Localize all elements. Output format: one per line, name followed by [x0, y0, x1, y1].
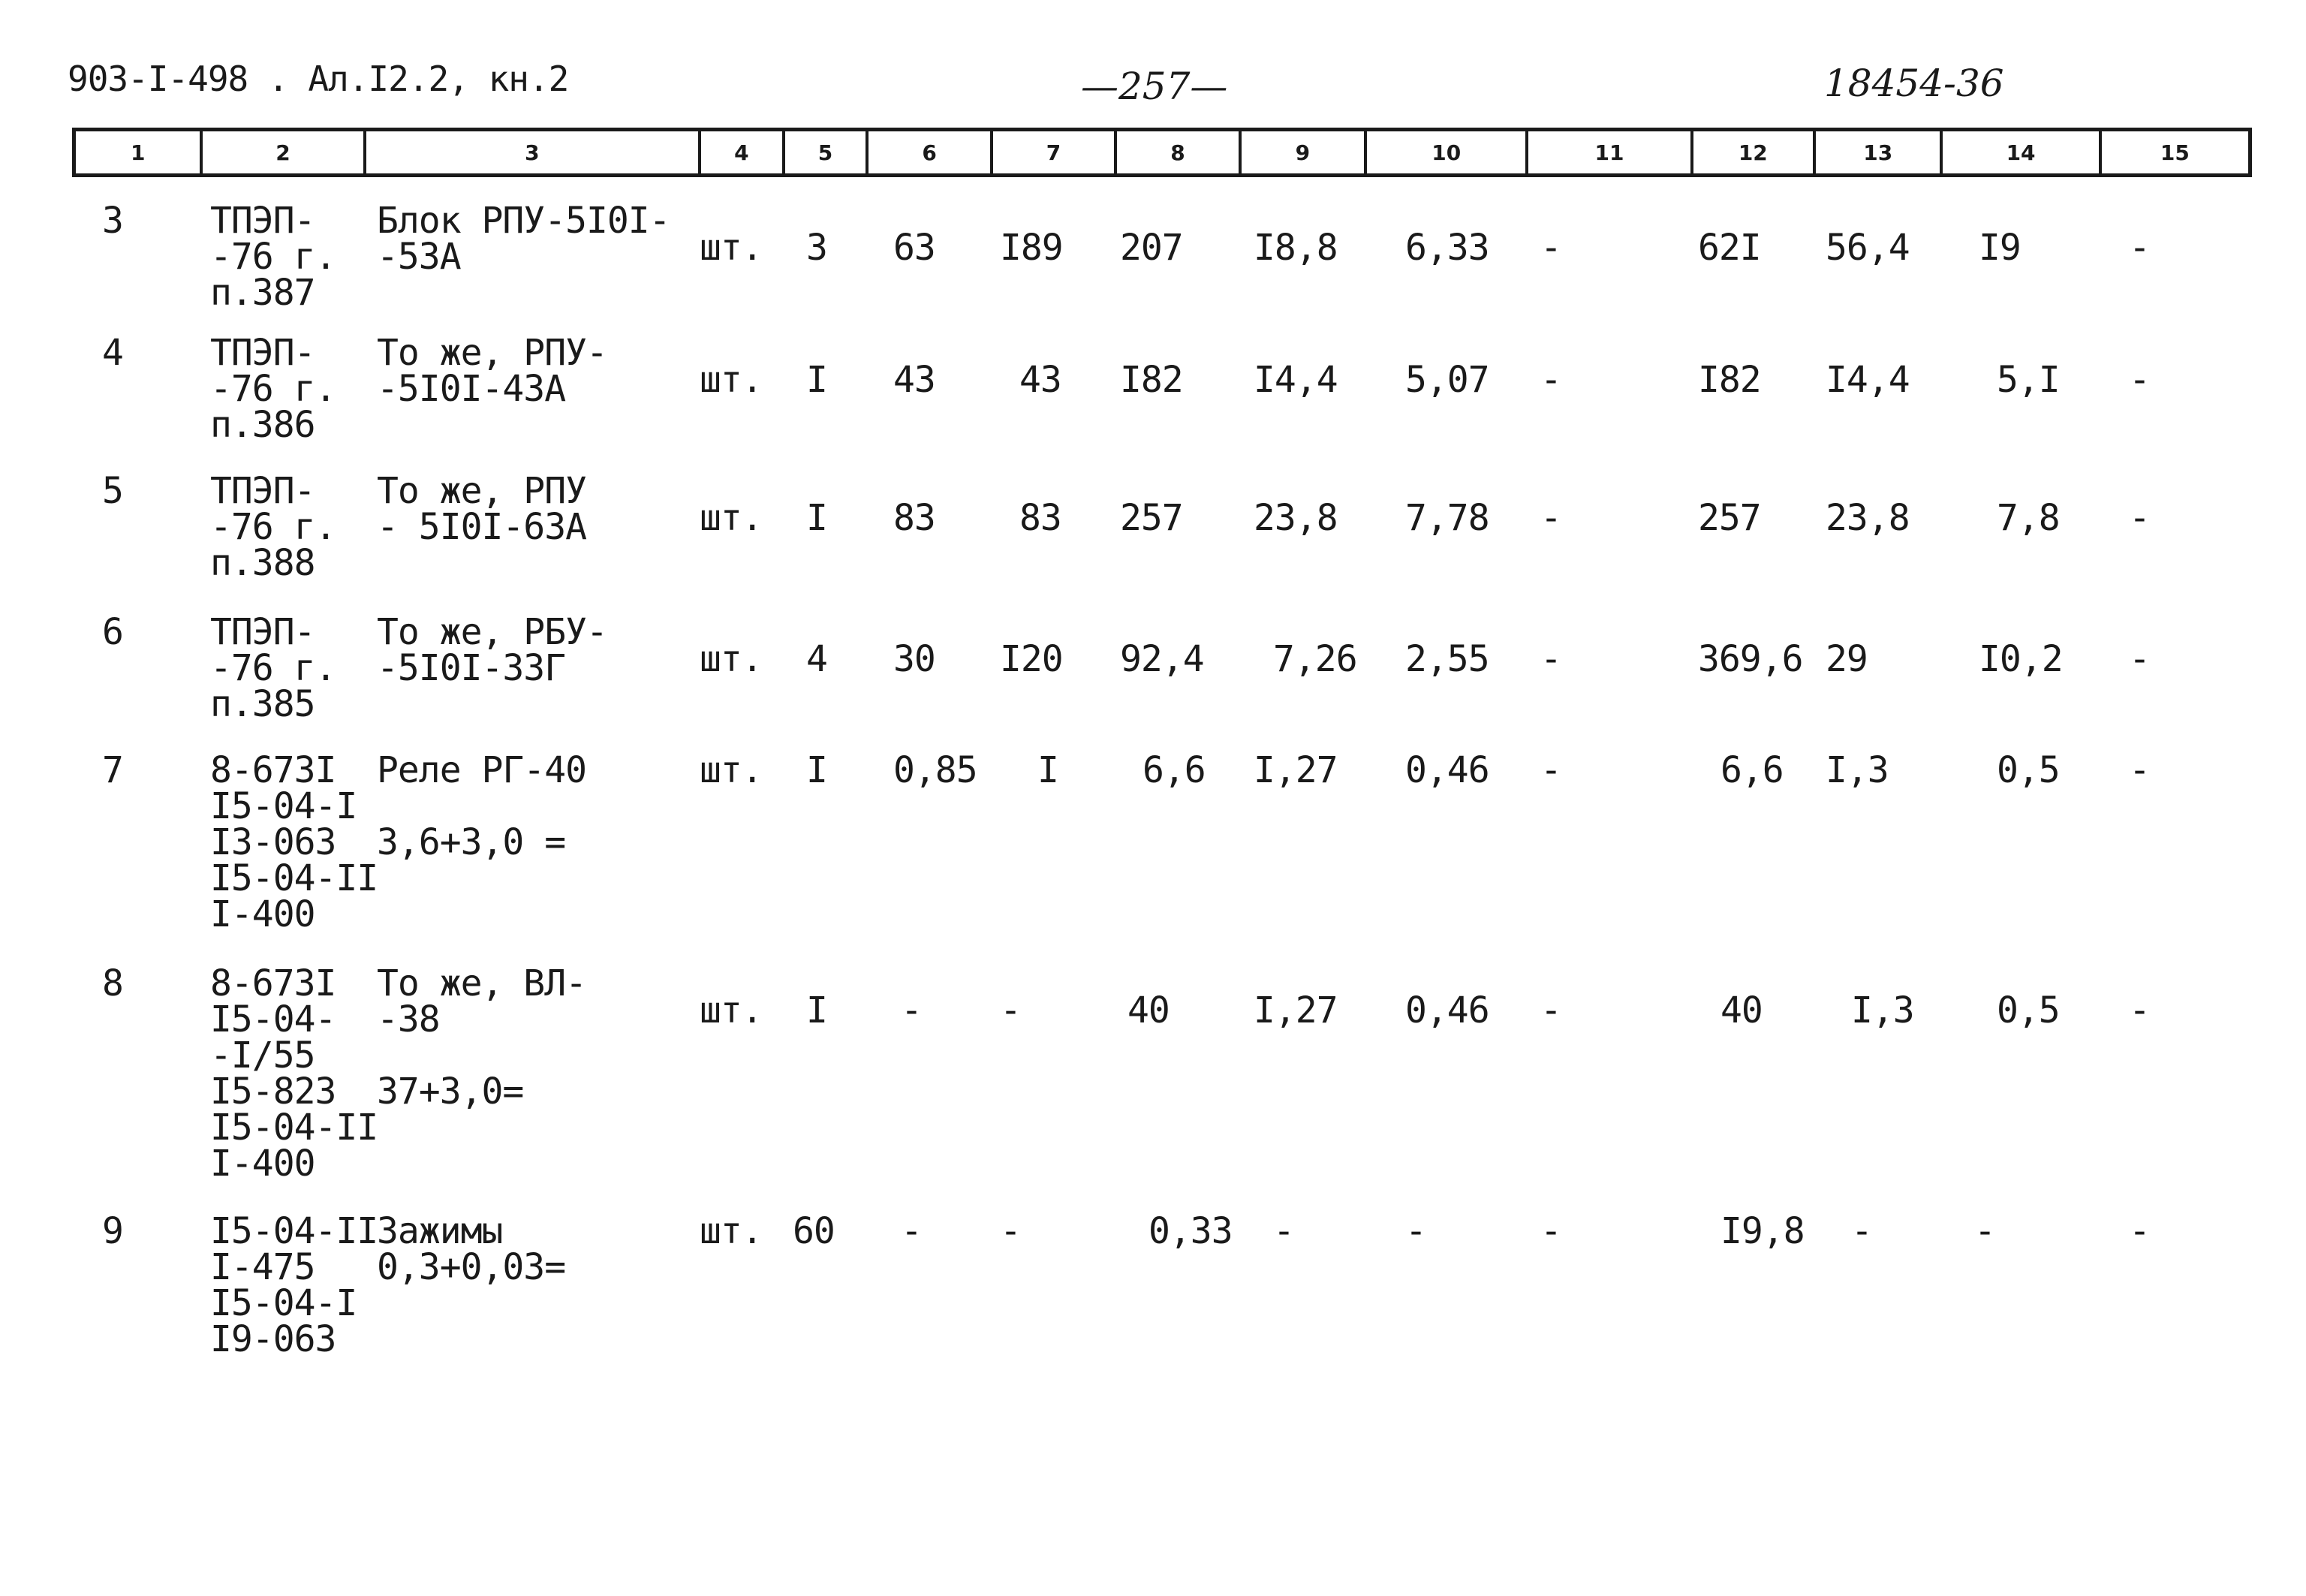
cell-name: То же, РПУ- -5I0I-43А	[377, 332, 607, 410]
cell-value: 257	[1120, 497, 1183, 539]
table-row	[72, 200, 2252, 335]
cell-value: 7,8	[1997, 497, 2060, 539]
cell-number: 9	[102, 1210, 123, 1252]
cell-qty: I	[806, 749, 827, 791]
cell-value: I,3	[1851, 989, 1914, 1031]
cell-value: I89	[1000, 227, 1063, 269]
cell-value: I4,4	[1826, 359, 1910, 401]
page-number: —257—	[1081, 65, 1228, 108]
cell-value: I82	[1120, 359, 1183, 401]
table-header-row	[72, 128, 2252, 177]
cell-source: ТПЭП- -76 г. п.385	[210, 611, 336, 725]
cell-name: То же, ВЛ- -38 37+3,0=	[377, 962, 586, 1113]
column-header: 15	[2160, 140, 2190, 165]
cell-value: I,3	[1826, 749, 1889, 791]
column-header: 8	[1117, 131, 1241, 173]
cell-value: 63	[893, 227, 935, 269]
cell-value: I4,4	[1254, 359, 1338, 401]
cell-value: 6,33	[1405, 227, 1489, 269]
cell-value: 83	[1019, 497, 1061, 539]
cell-value: -	[1540, 749, 1561, 791]
cell-value: -	[901, 1210, 922, 1252]
cell-qty: I	[806, 497, 827, 539]
cell-value: -	[2129, 989, 2150, 1031]
cell-unit: шт.	[700, 359, 763, 401]
cell-value: 0,85	[893, 749, 977, 791]
cell-value: -	[1540, 227, 1561, 269]
column-header: 14	[1943, 131, 2101, 173]
cell-value: 62I	[1698, 227, 1761, 269]
cell-value: 30	[893, 638, 935, 680]
column-header: 13	[1816, 131, 1943, 173]
column-header: 3	[366, 131, 701, 173]
column-header: 7	[993, 131, 1117, 173]
cell-source: ТПЭП- -76 г. п.387	[210, 200, 336, 314]
cell-value: 6,6	[1142, 749, 1206, 791]
cell-value: 29	[1826, 638, 1868, 680]
cell-value: I20	[1000, 638, 1063, 680]
cell-value: 92,4	[1120, 638, 1204, 680]
cell-number: 4	[102, 332, 123, 374]
cell-value: -	[1540, 497, 1561, 539]
cell-value: 56,4	[1826, 227, 1910, 269]
cell-name: То же, РБУ- -5I0I-33Г	[377, 611, 607, 689]
cell-value: I,27	[1254, 749, 1338, 791]
cell-value: 257	[1698, 497, 1761, 539]
cell-value: 7,78	[1405, 497, 1489, 539]
cell-source: 8-673I I5-04- -I/55 I5-823 I5-04-II I-400	[210, 962, 378, 1185]
cell-value: 5,07	[1405, 359, 1489, 401]
cell-value: 40	[1127, 989, 1170, 1031]
cell-value: 7,26	[1273, 638, 1357, 680]
cell-number: 6	[102, 611, 123, 653]
cell-qty: 3	[806, 227, 827, 269]
column-header: 10	[1367, 131, 1528, 173]
cell-value: I82	[1698, 359, 1761, 401]
cell-value: 83	[893, 497, 935, 539]
cell-value: -	[2129, 497, 2150, 539]
reference-number: 18454-36	[1824, 62, 2004, 105]
column-header: 9	[1242, 131, 1367, 173]
cell-value: -	[1000, 1210, 1021, 1252]
table-row	[72, 332, 2252, 473]
cell-value: -	[1273, 1210, 1294, 1252]
cell-value: -	[2129, 227, 2150, 269]
cell-number: 3	[102, 200, 123, 242]
cell-value: 43	[1019, 359, 1061, 401]
cell-value: 0,46	[1405, 989, 1489, 1031]
cell-value: 5,I	[1997, 359, 2060, 401]
cell-value: I0,2	[1979, 638, 2063, 680]
cell-value: -	[2129, 749, 2150, 791]
cell-value: 23,8	[1254, 497, 1338, 539]
table-row	[72, 962, 2252, 1213]
cell-value: I9,8	[1720, 1210, 1805, 1252]
cell-qty: 4	[806, 638, 827, 680]
cell-unit: шт.	[700, 227, 763, 269]
cell-source: ТПЭП- -76 г. п.388	[210, 470, 336, 584]
cell-name: Реле РГ-40 3,6+3,0 =	[377, 749, 586, 863]
cell-value: 369,6	[1698, 638, 1803, 680]
cell-value: 0,5	[1997, 989, 2060, 1031]
cell-value: 43	[893, 359, 935, 401]
table-row	[72, 1210, 2252, 1393]
column-header: 12	[1693, 131, 1816, 173]
column-header: 1	[76, 131, 203, 173]
cell-unit: шт.	[700, 1210, 763, 1252]
column-header: 11	[1528, 131, 1693, 173]
cell-value: -	[2129, 1210, 2150, 1252]
cell-source: I5-04-II I-475 I5-04-I I9-063	[210, 1210, 378, 1360]
cell-value: -	[1540, 989, 1561, 1031]
cell-name: То же, РПУ - 5I0I-63А	[377, 470, 586, 548]
cell-value: -	[1540, 359, 1561, 401]
table-body	[72, 200, 2252, 1393]
cell-qty: I	[806, 989, 827, 1031]
cell-value: -	[901, 989, 922, 1031]
cell-value: -	[1405, 1210, 1426, 1252]
cell-value: -	[1851, 1210, 1872, 1252]
cell-value: -	[2129, 638, 2150, 680]
cell-number: 5	[102, 470, 123, 512]
cell-source: 8-673I I5-04-I I3-063 I5-04-II I-400	[210, 749, 378, 935]
table-row	[72, 749, 2252, 965]
cell-unit: шт.	[700, 749, 763, 791]
cell-unit: шт.	[700, 497, 763, 539]
cell-qty: I	[806, 359, 827, 401]
cell-value: 207	[1120, 227, 1183, 269]
column-header: 6	[869, 131, 992, 173]
cell-value: -	[1540, 638, 1561, 680]
cell-value: I8,8	[1254, 227, 1338, 269]
cell-value: 0,33	[1148, 1210, 1233, 1252]
table-row	[72, 470, 2252, 614]
cell-value: 23,8	[1826, 497, 1910, 539]
cell-number: 7	[102, 749, 123, 791]
cell-unit: шт.	[700, 638, 763, 680]
cell-value: I9	[1979, 227, 2021, 269]
cell-value: I	[1037, 749, 1058, 791]
column-header: 2	[203, 131, 366, 173]
cell-value: -	[1540, 1210, 1561, 1252]
cell-unit: шт.	[700, 989, 763, 1031]
cell-name: Блок РПУ-5I0I- -53А	[377, 200, 670, 278]
column-header: 4	[701, 131, 785, 173]
cell-value: 0,5	[1997, 749, 2060, 791]
cell-value: 40	[1720, 989, 1763, 1031]
cell-value: -	[1974, 1210, 1995, 1252]
cell-number: 8	[102, 962, 123, 1004]
cell-source: ТПЭП- -76 г. п.386	[210, 332, 336, 446]
table-row	[72, 611, 2252, 752]
cell-qty: 60	[793, 1210, 835, 1252]
cell-value: I,27	[1254, 989, 1338, 1031]
cell-value: -	[1000, 989, 1021, 1031]
document-code: 903-I-498 . Ал.I2.2, кн.2	[68, 59, 569, 99]
cell-value: -	[2129, 359, 2150, 401]
cell-value: 2,55	[1405, 638, 1489, 680]
column-header: 5	[785, 131, 869, 173]
cell-value: 0,46	[1405, 749, 1489, 791]
cell-value: 6,6	[1720, 749, 1784, 791]
cell-name: Зажимы 0,3+0,03=	[377, 1210, 566, 1288]
